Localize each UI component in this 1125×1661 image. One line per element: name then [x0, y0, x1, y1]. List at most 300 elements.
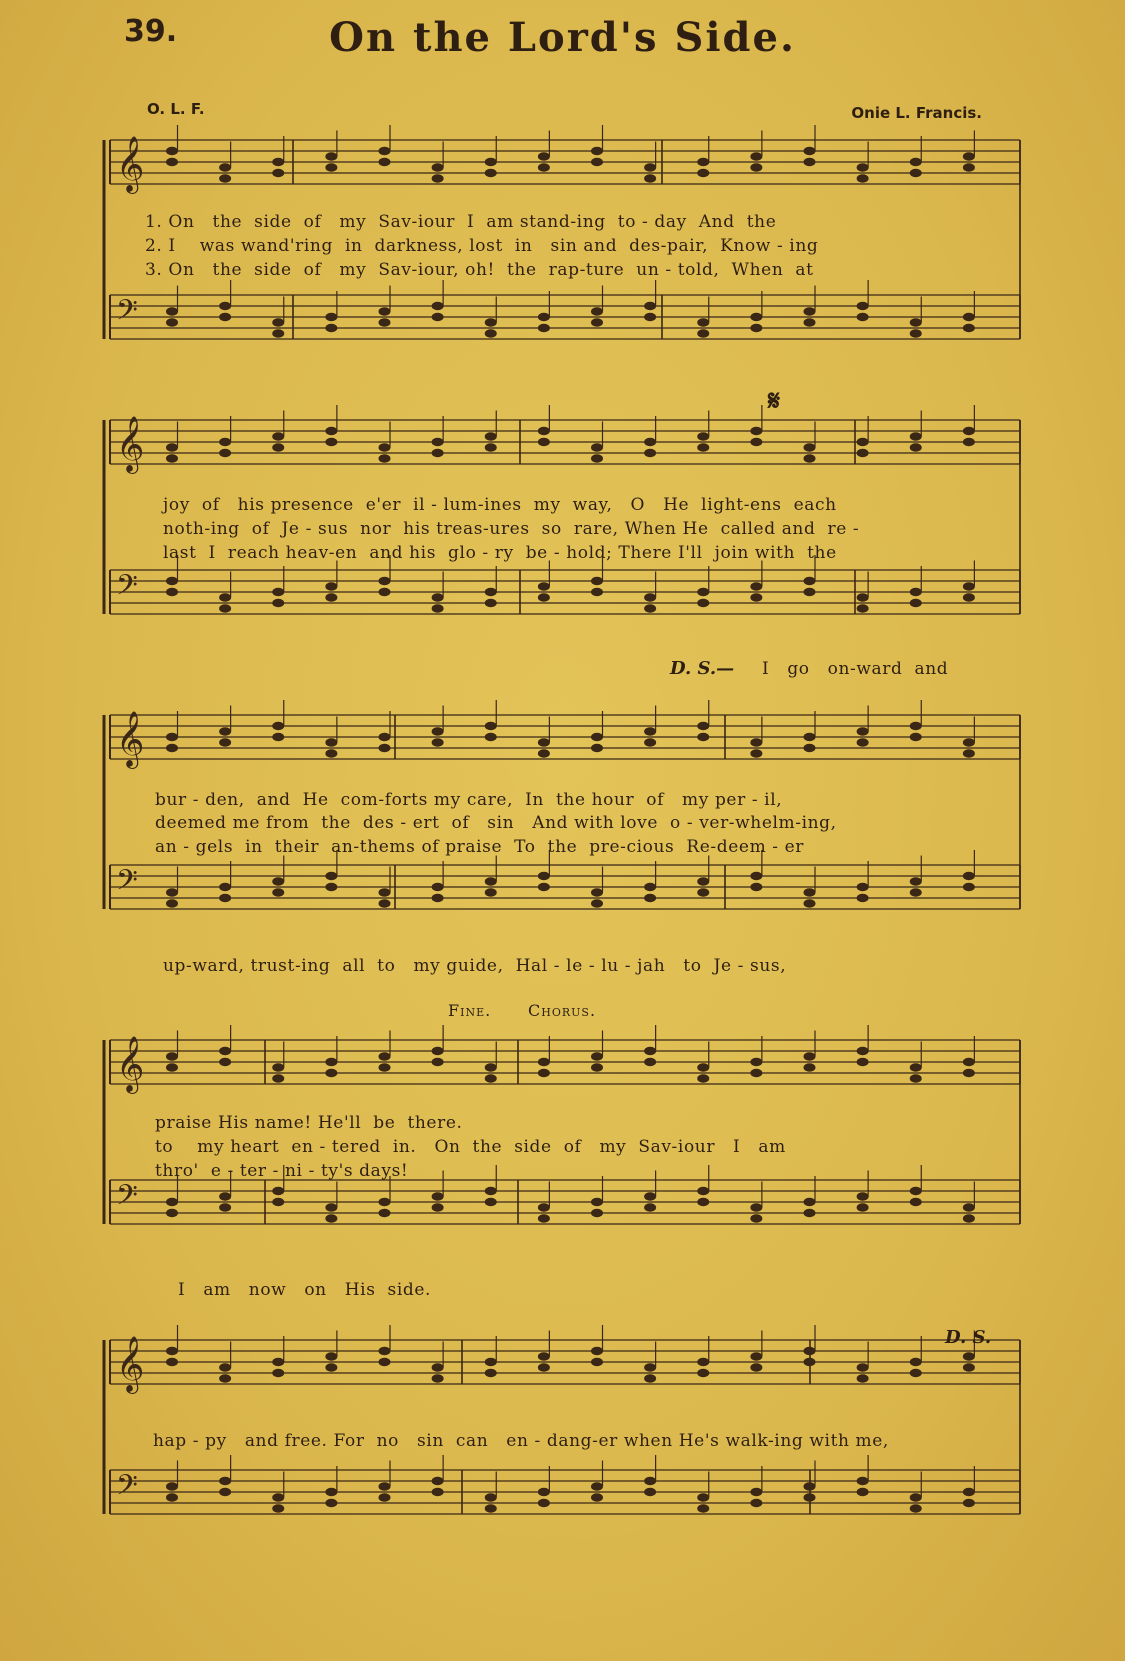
notehead — [538, 883, 550, 891]
notehead — [963, 427, 975, 435]
notehead — [910, 733, 922, 741]
notehead — [910, 432, 922, 440]
notehead — [325, 749, 337, 757]
notehead — [857, 1192, 869, 1200]
notehead — [963, 738, 975, 746]
notehead — [485, 1063, 497, 1071]
fine-label: Fine. — [448, 1001, 492, 1020]
notehead — [272, 1187, 284, 1195]
notehead — [272, 443, 284, 451]
notehead — [219, 1374, 231, 1382]
bass-clef-icon: 𝄢 — [116, 864, 138, 904]
notehead — [166, 1209, 178, 1217]
notehead — [804, 307, 816, 315]
notehead — [644, 593, 656, 601]
notehead — [750, 1488, 762, 1496]
notehead — [538, 324, 550, 332]
notehead — [644, 449, 656, 457]
notehead — [219, 1477, 231, 1485]
notehead — [963, 593, 975, 601]
notehead — [219, 1488, 231, 1496]
notehead — [485, 722, 497, 730]
notehead — [166, 1347, 178, 1355]
notehead — [166, 158, 178, 166]
notehead — [591, 744, 603, 752]
notehead — [591, 1052, 603, 1060]
notehead — [644, 174, 656, 182]
notehead — [963, 1499, 975, 1507]
notehead — [432, 163, 444, 171]
notehead — [325, 427, 337, 435]
treble-staff — [110, 1325, 1020, 1394]
notehead — [379, 1198, 391, 1206]
notehead — [750, 872, 762, 880]
notehead — [485, 877, 497, 885]
notehead — [219, 1047, 231, 1055]
notehead — [963, 1069, 975, 1077]
notehead — [591, 443, 603, 451]
notehead — [963, 872, 975, 880]
notehead — [857, 313, 869, 321]
notehead — [432, 738, 444, 746]
system-4-verse-3-lyrics: thro' e - ter - ni - ty's days! — [155, 1161, 409, 1181]
notehead — [697, 877, 709, 885]
notehead — [591, 888, 603, 896]
notehead — [857, 1363, 869, 1371]
notehead — [379, 1482, 391, 1490]
notehead — [432, 604, 444, 612]
notehead — [963, 438, 975, 446]
notehead — [538, 1069, 550, 1077]
notehead — [804, 1063, 816, 1071]
bass-clef-icon: 𝄢 — [116, 1469, 138, 1509]
notehead — [910, 1504, 922, 1512]
notehead — [910, 722, 922, 730]
notehead — [485, 169, 497, 177]
notehead — [485, 1074, 497, 1082]
notehead — [857, 593, 869, 601]
notehead — [750, 1214, 762, 1222]
notehead — [804, 1198, 816, 1206]
notehead — [910, 888, 922, 896]
notehead — [325, 1363, 337, 1371]
notehead — [644, 1058, 656, 1066]
notehead — [804, 1493, 816, 1501]
notehead — [857, 1203, 869, 1211]
notehead — [804, 588, 816, 596]
notehead — [325, 438, 337, 446]
notehead — [485, 443, 497, 451]
notehead — [644, 1477, 656, 1485]
system-4-verse-1-lyrics: praise His name! He'll be there. — [155, 1113, 463, 1133]
notehead — [538, 1352, 550, 1360]
notehead — [963, 883, 975, 891]
notehead — [591, 158, 603, 166]
treble-staff — [110, 700, 1020, 769]
notehead — [432, 1047, 444, 1055]
notehead — [272, 722, 284, 730]
notehead — [219, 449, 231, 457]
notehead — [485, 733, 497, 741]
notehead — [485, 1358, 497, 1366]
notehead — [910, 318, 922, 326]
notehead — [591, 1358, 603, 1366]
notehead — [538, 593, 550, 601]
system-3-ds-lyrics: up-ward, trust-ing all to my guide, Hal - le - lu - jah to Je - sus, — [163, 956, 787, 976]
bass-clef-icon: 𝄢 — [116, 1179, 138, 1219]
ds-end-label: D. S. — [945, 1327, 992, 1348]
notehead — [166, 588, 178, 596]
notehead — [591, 1209, 603, 1217]
notehead — [325, 1214, 337, 1222]
notehead — [325, 593, 337, 601]
notehead — [325, 324, 337, 332]
treble-clef-icon: 𝄞 — [116, 416, 145, 472]
notehead — [432, 1058, 444, 1066]
notehead — [432, 1374, 444, 1382]
notehead — [219, 302, 231, 310]
notehead — [219, 174, 231, 182]
notehead — [644, 438, 656, 446]
notehead — [591, 318, 603, 326]
notehead — [485, 1198, 497, 1206]
notehead — [857, 1374, 869, 1382]
notehead — [325, 1203, 337, 1211]
notehead — [591, 1493, 603, 1501]
notehead — [750, 1363, 762, 1371]
notehead — [697, 169, 709, 177]
notehead — [910, 1369, 922, 1377]
notehead — [166, 577, 178, 585]
notehead — [166, 899, 178, 907]
notehead — [485, 329, 497, 337]
notehead — [538, 163, 550, 171]
notehead — [644, 163, 656, 171]
notehead — [750, 163, 762, 171]
notehead — [804, 733, 816, 741]
notehead — [538, 1214, 550, 1222]
notehead — [379, 733, 391, 741]
notehead — [644, 1363, 656, 1371]
notehead — [432, 894, 444, 902]
notehead — [538, 1058, 550, 1066]
notehead — [857, 1058, 869, 1066]
system-2-verse-2-lyrics: noth-ing of Je - sus nor his treas-ures so rare, When He called and re - — [163, 519, 860, 539]
notehead — [963, 749, 975, 757]
words-credit: O. L. F. — [147, 100, 205, 118]
notehead — [432, 1488, 444, 1496]
notehead — [750, 152, 762, 160]
treble-clef-icon: 𝄞 — [116, 711, 145, 767]
notehead — [804, 443, 816, 451]
notehead — [379, 888, 391, 896]
system-5-lyrics: hap - py and free. For no sin can en - dang-er when He's walk-ing with me, — [153, 1431, 889, 1451]
notehead — [325, 1488, 337, 1496]
notehead — [166, 1052, 178, 1060]
notehead — [219, 593, 231, 601]
notehead — [485, 1369, 497, 1377]
notehead — [963, 313, 975, 321]
notehead — [910, 599, 922, 607]
notehead — [325, 883, 337, 891]
notehead — [750, 1069, 762, 1077]
notehead — [538, 1203, 550, 1211]
notehead — [804, 744, 816, 752]
notehead — [432, 593, 444, 601]
notehead — [591, 147, 603, 155]
notehead — [963, 324, 975, 332]
notehead — [166, 147, 178, 155]
notehead — [697, 1074, 709, 1082]
notehead — [166, 744, 178, 752]
notehead — [910, 1358, 922, 1366]
notehead — [432, 1363, 444, 1371]
notehead — [644, 302, 656, 310]
notehead — [750, 1203, 762, 1211]
bass-staff — [110, 850, 1020, 909]
notehead — [272, 1063, 284, 1071]
notehead — [485, 432, 497, 440]
notehead — [485, 1187, 497, 1195]
notehead — [166, 888, 178, 896]
notehead — [166, 307, 178, 315]
notehead — [538, 313, 550, 321]
notehead — [644, 313, 656, 321]
notehead — [750, 427, 762, 435]
notehead — [591, 1482, 603, 1490]
notehead — [166, 1063, 178, 1071]
notehead — [963, 1352, 975, 1360]
notehead — [750, 1352, 762, 1360]
notehead — [325, 1352, 337, 1360]
notehead — [219, 1058, 231, 1066]
bass-staff — [110, 280, 1020, 339]
notehead — [591, 1198, 603, 1206]
notehead — [379, 307, 391, 315]
music-credit: Onie L. Francis. — [851, 104, 982, 122]
notehead — [219, 1192, 231, 1200]
system-1-verse-1-lyrics: 1. On the side of my Sav-iour I am stand-ing to - day And the — [145, 212, 777, 232]
notehead — [697, 432, 709, 440]
treble-clef-icon: 𝄞 — [116, 1036, 145, 1092]
notehead — [379, 588, 391, 596]
notehead — [166, 733, 178, 741]
notehead — [432, 313, 444, 321]
notehead — [219, 604, 231, 612]
notehead — [697, 1198, 709, 1206]
notehead — [804, 1358, 816, 1366]
notehead — [697, 1493, 709, 1501]
notehead — [219, 1363, 231, 1371]
notehead — [379, 147, 391, 155]
notehead — [857, 163, 869, 171]
notehead — [804, 158, 816, 166]
notehead — [963, 582, 975, 590]
notehead — [166, 1482, 178, 1490]
notehead — [272, 432, 284, 440]
notehead — [697, 158, 709, 166]
notehead — [857, 1047, 869, 1055]
notehead — [591, 1063, 603, 1071]
system-4-ds-lyrics: I am now on His side. — [178, 1280, 432, 1300]
notehead — [697, 1187, 709, 1195]
treble-staff — [110, 125, 1020, 194]
notehead — [910, 1198, 922, 1206]
notehead — [804, 899, 816, 907]
notehead — [910, 588, 922, 596]
hymn-title: On the Lord's Side. — [329, 14, 796, 61]
notehead — [697, 733, 709, 741]
notehead — [857, 883, 869, 891]
system-3-verse-3-lyrics: an - gels in their an-thems of praise To the pre-cious Re-deem - er — [155, 837, 805, 857]
notehead — [325, 163, 337, 171]
notehead — [963, 152, 975, 160]
notehead — [272, 888, 284, 896]
notehead — [697, 329, 709, 337]
notehead — [644, 1192, 656, 1200]
notehead — [166, 318, 178, 326]
notehead — [644, 1047, 656, 1055]
system-2-ds-lyrics: I go on-ward and — [762, 659, 949, 679]
notehead — [485, 1493, 497, 1501]
notehead — [750, 738, 762, 746]
notehead — [166, 443, 178, 451]
notehead — [538, 749, 550, 757]
notehead — [750, 1058, 762, 1066]
notehead — [485, 888, 497, 896]
notehead — [697, 599, 709, 607]
notehead — [538, 872, 550, 880]
notehead — [379, 577, 391, 585]
notehead — [591, 1347, 603, 1355]
notehead — [697, 318, 709, 326]
notehead — [432, 727, 444, 735]
notehead — [963, 1363, 975, 1371]
notehead — [379, 1063, 391, 1071]
notehead — [538, 1363, 550, 1371]
notehead — [910, 1063, 922, 1071]
notehead — [379, 318, 391, 326]
notehead — [697, 443, 709, 451]
notehead — [379, 1493, 391, 1501]
notehead — [219, 1203, 231, 1211]
notehead — [379, 1209, 391, 1217]
notehead — [379, 1347, 391, 1355]
notehead — [325, 1058, 337, 1066]
notehead — [166, 1358, 178, 1366]
notehead — [272, 1504, 284, 1512]
notehead — [697, 1369, 709, 1377]
notehead — [272, 158, 284, 166]
notehead — [379, 1052, 391, 1060]
notehead — [644, 883, 656, 891]
notehead — [910, 1187, 922, 1195]
notehead — [166, 454, 178, 462]
notehead — [325, 152, 337, 160]
notehead — [166, 1198, 178, 1206]
notehead — [538, 427, 550, 435]
notehead — [963, 1488, 975, 1496]
notehead — [857, 449, 869, 457]
chorus-label: Chorus. — [528, 1001, 597, 1020]
notehead — [591, 454, 603, 462]
notehead — [910, 1493, 922, 1501]
notehead — [697, 888, 709, 896]
notehead — [538, 1488, 550, 1496]
notehead — [857, 738, 869, 746]
notehead — [272, 318, 284, 326]
system-2-verse-3-lyrics: last I reach heav-en and his glo - ry be - hold; There I'll join with the — [163, 543, 837, 563]
notehead — [272, 1198, 284, 1206]
notehead — [804, 454, 816, 462]
notehead — [857, 894, 869, 902]
notehead — [485, 1504, 497, 1512]
notehead — [963, 163, 975, 171]
treble-clef-icon: 𝄞 — [116, 136, 145, 192]
notehead — [325, 872, 337, 880]
notehead — [804, 1052, 816, 1060]
notehead — [963, 1214, 975, 1222]
notehead — [644, 894, 656, 902]
notehead — [857, 727, 869, 735]
notehead — [272, 1074, 284, 1082]
notehead — [272, 733, 284, 741]
notehead — [432, 174, 444, 182]
notehead — [644, 738, 656, 746]
notehead — [591, 577, 603, 585]
notehead — [272, 329, 284, 337]
notehead — [325, 1499, 337, 1507]
notehead — [750, 324, 762, 332]
notehead — [750, 313, 762, 321]
notehead — [644, 1488, 656, 1496]
notehead — [166, 1493, 178, 1501]
notehead — [538, 1499, 550, 1507]
notehead — [750, 582, 762, 590]
notehead — [432, 302, 444, 310]
notehead — [644, 1203, 656, 1211]
notehead — [432, 438, 444, 446]
notehead — [910, 877, 922, 885]
notehead — [697, 1063, 709, 1071]
notehead — [804, 888, 816, 896]
notehead — [644, 604, 656, 612]
notehead — [910, 329, 922, 337]
notehead — [910, 169, 922, 177]
system-3-verse-2-lyrics: deemed me from the des - ert of sin And with love o - ver-whelm-ing, — [155, 813, 837, 833]
notehead — [538, 582, 550, 590]
notehead — [697, 1358, 709, 1366]
notehead — [485, 158, 497, 166]
notehead — [750, 1499, 762, 1507]
notehead — [432, 449, 444, 457]
notehead — [857, 1488, 869, 1496]
notehead — [644, 1374, 656, 1382]
system-3-verse-1-lyrics: bur - den, and He com-forts my care, In the hour of my per - il, — [155, 790, 783, 810]
notehead — [219, 727, 231, 735]
notehead — [432, 1477, 444, 1485]
notehead — [644, 727, 656, 735]
notehead — [857, 174, 869, 182]
notehead — [697, 722, 709, 730]
hymn-number: 39. — [124, 14, 178, 49]
bass-clef-icon: 𝄢 — [116, 569, 138, 609]
bass-staff — [110, 555, 1020, 614]
notehead — [591, 588, 603, 596]
notehead — [485, 588, 497, 596]
notehead — [857, 1477, 869, 1485]
notehead — [272, 599, 284, 607]
